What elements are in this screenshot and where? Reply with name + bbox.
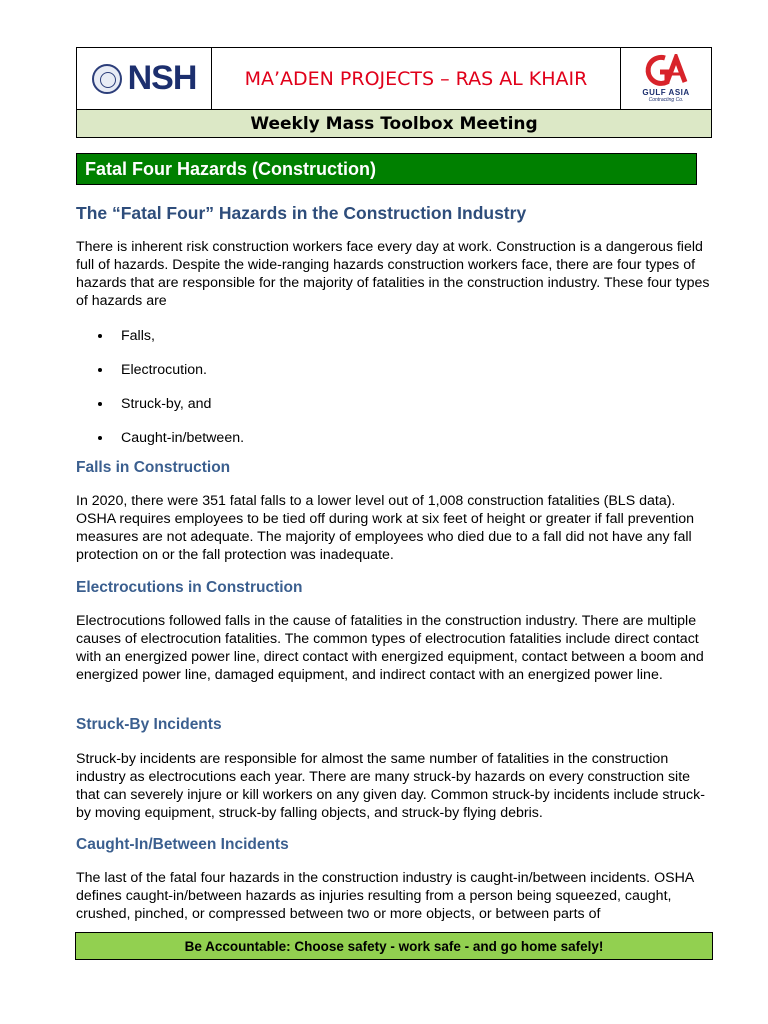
gulf-asia-subname: Contracting Co. <box>648 97 684 103</box>
meeting-subtitle: Weekly Mass Toolbox Meeting <box>250 113 538 134</box>
gulf-asia-name: GULF ASIA <box>642 88 690 97</box>
project-title-cell <box>212 48 621 109</box>
section-heading-falls: Falls in Construction <box>76 459 231 476</box>
hazard-list <box>96 327 244 463</box>
section-heading-caught-in: Caught-In/Between Incidents <box>76 836 289 853</box>
nsh-logo <box>77 48 212 109</box>
section-text-electrocutions: Electrocutions followed falls in the cause of fatalities in the construction industry. There are multiple causes of electrocution fatalities. The common types of electrocution fatalities include direct contact with an energized power line, direct contact with energized equipment, contact between a boom and energized power line, damaged equipment, and indirect contact with an energized power line. <box>76 613 704 683</box>
article-heading: The “Fatal Four” Hazards in the Construction Industry <box>76 203 527 223</box>
meeting-subtitle-row <box>76 110 712 138</box>
nsh-seal-icon <box>92 64 122 94</box>
gulf-asia-logo <box>621 48 711 109</box>
topic-title: Fatal Four Hazards (Construction) <box>85 158 377 179</box>
section-text-caught-in: The last of the fatal four hazards in the construction industry is caught-in/between incidents. OSHA defines caught-in/between hazards as injuries resulting from a person being squeezed, caught, crushed, pinched, or compressed between two or more objects, or between parts of <box>76 870 694 922</box>
section-heading-electrocutions: Electrocutions in Construction <box>76 579 303 596</box>
section-text-struck-by: Struck-by incidents are responsible for almost the same number of fatalities in the construction industry as electrocutions each year. There are many struck-by hazards on every construction site that can severely injure or kill workers on any given day. Common struck-by incidents include struck-by moving equipment, struck-by falling objects, and struck-by flying debris. <box>76 751 705 821</box>
topic-banner <box>76 153 697 185</box>
list-item: Electrocution. <box>96 361 244 395</box>
list-item: Falls, <box>96 327 244 361</box>
gulf-asia-logo-icon <box>643 54 689 86</box>
nsh-logo-text: NSH <box>127 59 197 97</box>
section-heading-struck-by: Struck-By Incidents <box>76 716 222 733</box>
safety-slogan-bar <box>75 932 713 960</box>
safety-slogan: Be Accountable: Choose safety - work safe - and go home safely! <box>184 938 604 954</box>
header-table <box>76 47 712 110</box>
list-item: Caught-in/between. <box>96 429 244 463</box>
project-title: MA’ADEN PROJECTS – RAS AL KHAIR <box>244 67 588 90</box>
list-item: Struck-by, and <box>96 395 244 429</box>
section-text-falls: In 2020, there were 351 fatal falls to a lower level out of 1,008 construction fatalities (BLS data). OSHA requires employees to be tied off during work at six feet of height or greater if fall prevention measures are not adequate. The majority of employees who died due to a fall did not have any fall protection on or the fall protection was inadequate. <box>76 493 695 563</box>
intro-paragraph: There is inherent risk construction workers face every day at work. Construction is a dangerous field full of hazards. Despite the wide-ranging hazards construction workers face, there are four types of hazards that are responsible for the majority of fatalities in the construction industry. These four types of hazards are <box>76 239 710 309</box>
